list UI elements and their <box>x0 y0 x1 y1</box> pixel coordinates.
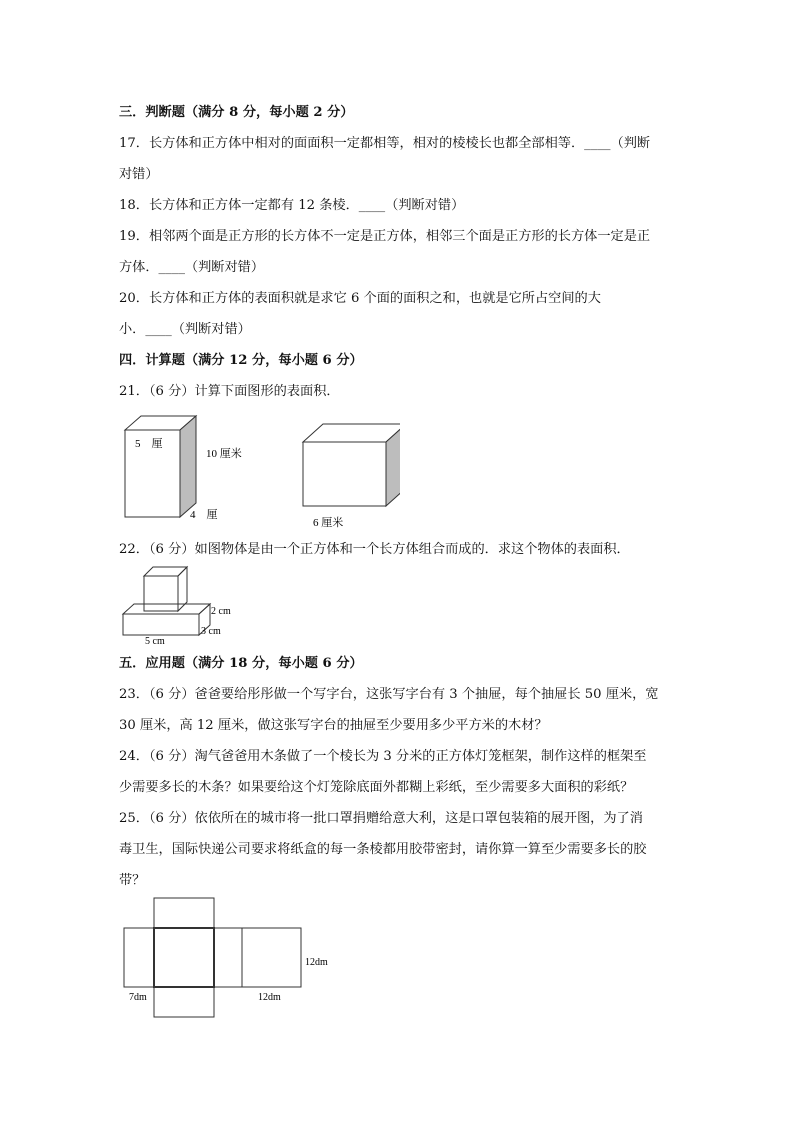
section-4-heading: 四．计算题（满分 12 分，每小题 6 分） <box>119 353 363 368</box>
cube-top-face <box>303 424 400 442</box>
question-21: 21．（6 分）计算下面图形的表面积． <box>119 384 340 399</box>
net-height-label: 12dm <box>305 957 328 968</box>
net-length-label: 12dm <box>258 992 281 1003</box>
net-depth-label: 7dm <box>129 992 147 1003</box>
net-bottom-flap <box>154 987 214 1017</box>
height-label: 2 cm <box>211 606 231 617</box>
net-top-flap <box>154 898 214 928</box>
depth-label: 3 cm <box>201 626 221 637</box>
question-19-line-1: 19．相邻两个面是正方形的长方体不一定是正方体，相邻三个面是正方形的长方体一定是正 <box>119 229 651 244</box>
q25-box-net-figure <box>115 893 340 1025</box>
question-22: 22．（6 分）如图物体是由一个正方体和一个长方体组合而成的．求这个物体的表面积． <box>119 542 630 557</box>
cube-front-face <box>144 576 178 611</box>
net-base-face <box>154 928 214 987</box>
net-side-strip <box>124 928 301 987</box>
section-5-heading: 五．应用题（满分 18 分，每小题 6 分） <box>119 656 363 671</box>
q21-cuboid-figure <box>115 412 255 527</box>
cube-edge-label: 6 厘米 <box>313 517 344 529</box>
base-front-face <box>123 614 199 635</box>
question-24-line-2: 少需要多长的木条？如果要给这个灯笼除底面外都糊上彩纸，至少需要多大面积的彩纸？ <box>119 780 634 795</box>
question-25-line-1: 25．（6 分）依依所在的城市将一批口罩捐赠给意大利，这是口罩包装箱的展开图，为了消 <box>119 811 643 826</box>
q22-composite-figure <box>115 562 250 646</box>
base-top-face <box>123 604 210 614</box>
question-25-line-3: 带？ <box>119 873 146 888</box>
question-18: 18．长方体和正方体一定都有 12 条棱．____（判断对错） <box>119 198 465 213</box>
cuboid-width-label: 5 厘 <box>135 438 163 450</box>
cube-front-face <box>303 442 386 506</box>
cuboid-side-face <box>180 416 196 517</box>
section-3-heading: 三．判断题（满分 8 分，每小题 2 分） <box>119 105 354 120</box>
question-23-line-1: 23．（6 分）爸爸要给彤彤做一个写字台，这张写字台有 3 个抽屉，每个抽屉长 50 厘米，宽 <box>119 687 659 702</box>
length-label: 5 cm <box>145 636 165 646</box>
question-17-line-1: 17．长方体和正方体中相对的面面积一定都相等，相对的棱棱长也都全部相等．____（判断 <box>119 136 651 151</box>
cube-top-face <box>144 567 187 576</box>
question-20-line-1: 20．长方体和正方体的表面积就是求它 6 个面的面积之和，也就是它所占空间的大 <box>119 291 601 306</box>
question-19-line-2: 方体．____（判断对错） <box>119 260 265 275</box>
q21-cube-figure <box>295 418 400 533</box>
question-23-line-2: 30 厘米，高 12 厘米，做这张写字台的抽屉至少要用多少平方米的木材？ <box>119 718 548 733</box>
question-17-line-2: 对错） <box>119 167 159 182</box>
cuboid-height-label: 10 厘米 <box>206 448 242 460</box>
cuboid-depth-label: 4 厘 <box>190 509 218 521</box>
question-24-line-1: 24．（6 分）淘气爸爸用木条做了一个棱长为 3 分米的正方体灯笼框架，制作这样的框架至 <box>119 749 647 764</box>
question-25-line-2: 毒卫生，国际快递公司要求将纸盒的每一条棱都用胶带密封，请你算一算至少需要多长的胶 <box>119 842 647 857</box>
cube-side-face <box>386 424 400 506</box>
question-20-line-2: 小．____（判断对错） <box>119 322 251 337</box>
